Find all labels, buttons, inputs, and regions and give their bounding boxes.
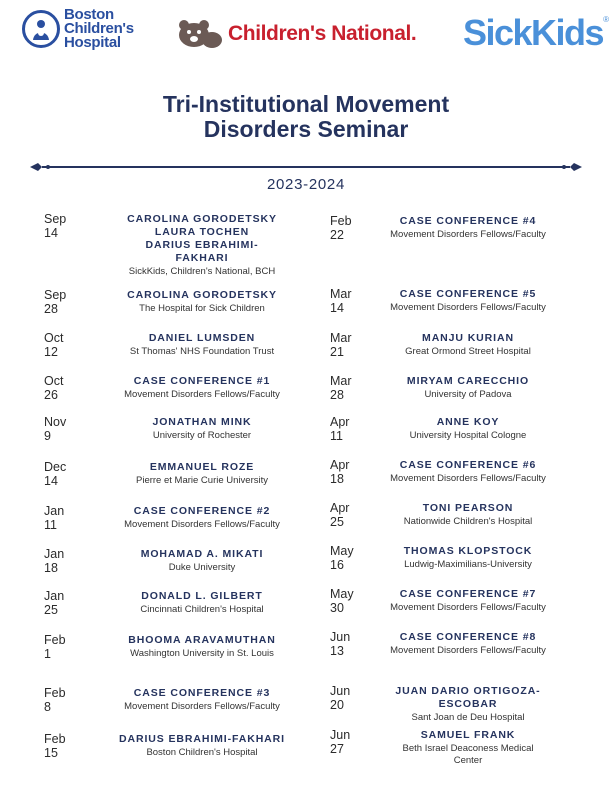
entry-date: May 16 (330, 544, 354, 572)
institution-line: St Thomas' NHS Foundation Trust (129, 346, 275, 357)
speaker-name-line: CAROLINA GORODETSKY (127, 213, 277, 225)
entry-speaker (102, 687, 302, 700)
entry-institution (358, 229, 578, 241)
speaker-name-line: DANIEL LUMSDEN (148, 332, 256, 344)
entry-speaker (368, 631, 568, 644)
entry-date: Nov 9 (44, 415, 67, 443)
speaker-name-line: MANJU KURIAN (422, 332, 514, 344)
institution-line: Ludwig-Maximilians-University (404, 559, 532, 570)
entry-institution (358, 645, 578, 657)
entry-institution (358, 302, 578, 314)
institution-line: Center (453, 755, 483, 766)
entry-date: Feb 22 (330, 214, 352, 242)
speaker-name-line: CAROLINA GORODETSKY (127, 289, 277, 301)
childrens-national-logo (174, 18, 416, 50)
title-line: Tri-Institutional Movement (162, 91, 450, 117)
institution-line: Movement Disorders Fellows/Faculty (390, 602, 546, 613)
boston-childrens-logo (22, 8, 134, 50)
entry-speaker (368, 685, 568, 711)
speaker-name-line: JONATHAN MINK (152, 416, 252, 428)
institution-line: Sant Joan de Deu Hospital (411, 712, 525, 723)
entry-speaker (368, 588, 568, 601)
speaker-name-line: ESCOBAR (438, 698, 498, 710)
institution-line: The Hospital for Sick Children (139, 303, 265, 314)
page-title (0, 92, 612, 142)
entry-date: Dec 14 (44, 460, 67, 488)
entry-speaker (368, 459, 568, 472)
entry-institution (92, 562, 312, 574)
entry-speaker (102, 505, 302, 518)
entry-date: Jan 18 (44, 547, 65, 575)
institution-line: Washington University in St. Louis (130, 648, 274, 659)
speaker-name-line: CASE CONFERENCE #2 (133, 505, 271, 517)
entry-speaker (102, 332, 302, 345)
institution-line: Movement Disorders Fellows/Faculty (390, 302, 546, 313)
childrens-national-wordmark: Children's National. (228, 22, 417, 45)
teddy-bear-icon (174, 18, 224, 50)
registered-mark: ® (603, 14, 609, 24)
speaker-name-line: CASE CONFERENCE #4 (399, 215, 537, 227)
speaker-name-line: MOHAMAD A. MIKATI (140, 548, 264, 560)
entry-speaker (368, 288, 568, 301)
institution-line: Nationwide Children's Hospital (403, 516, 533, 527)
entry-speaker (102, 634, 302, 647)
institution-line: Beth Israel Deaconess Medical (402, 743, 534, 754)
entry-speaker (368, 729, 568, 742)
institution-line: University of Padova (424, 389, 512, 400)
entry-institution (92, 701, 312, 713)
speaker-name-line: ANNE KOY (436, 416, 500, 428)
institution-line: University Hospital Cologne (409, 430, 527, 441)
entry-institution (358, 430, 578, 442)
entry-date: Jun 13 (330, 630, 351, 658)
speaker-name-line: DONALD L. GILBERT (141, 590, 263, 602)
entry-date: Apr 25 (330, 501, 350, 529)
speaker-name-line: CASE CONFERENCE #8 (399, 631, 537, 643)
entry-institution (358, 743, 578, 767)
entry-institution (358, 712, 578, 724)
logo-bar (0, 0, 612, 70)
speaker-name-line: LAURA TOCHEN (154, 226, 250, 238)
entry-institution (358, 389, 578, 401)
sickkids-logo (463, 12, 609, 54)
institution-line: Duke University (168, 562, 236, 573)
entry-speaker (102, 548, 302, 561)
entry-date: Mar 28 (330, 374, 352, 402)
speaker-name-line: DARIUS EBRAHIMI-FAKHARI (119, 733, 285, 745)
entry-speaker (102, 213, 302, 265)
entry-institution (92, 747, 312, 759)
entry-date: Sep 28 (44, 288, 67, 316)
entry-speaker (368, 502, 568, 515)
entry-speaker (368, 545, 568, 558)
entry-date: May 30 (330, 587, 354, 615)
entry-date: Mar 14 (330, 287, 352, 315)
entry-date: Jun 20 (330, 684, 351, 712)
entry-date: Jun 27 (330, 728, 351, 756)
entry-speaker (102, 289, 302, 302)
entry-institution (92, 648, 312, 660)
institution-line: Movement Disorders Fellows/Faculty (124, 389, 280, 400)
entry-date: Jan 11 (44, 504, 65, 532)
entry-speaker (368, 416, 568, 429)
speaker-name-line: THOMAS KLOPSTOCK (403, 545, 533, 557)
entry-institution (358, 346, 578, 358)
entry-institution (358, 473, 578, 485)
entry-date: Sep 14 (44, 212, 67, 240)
entry-speaker (102, 461, 302, 474)
entry-institution (92, 430, 312, 442)
title-line: Disorders Seminar (203, 116, 409, 142)
entry-date: Feb 1 (44, 633, 66, 661)
bch-wordmark: Boston Children's Hospital (64, 6, 134, 51)
speaker-name-line: SAMUEL FRANK (420, 729, 516, 741)
entry-date: Oct 26 (44, 374, 64, 402)
entry-speaker (102, 416, 302, 429)
entry-institution (358, 559, 578, 571)
entry-institution (358, 602, 578, 614)
institution-line: University of Rochester (152, 430, 252, 441)
entry-speaker (102, 375, 302, 388)
institution-line: Movement Disorders Fellows/Faculty (390, 645, 546, 656)
speaker-name-line: TONI PEARSON (422, 502, 514, 514)
entry-institution (92, 389, 312, 401)
season-year: 2023-2024 (266, 176, 346, 193)
institution-line: Movement Disorders Fellows/Faculty (124, 701, 280, 712)
speaker-name-line: EMMANUEL ROZE (149, 461, 255, 473)
entry-speaker (102, 590, 302, 603)
speaker-name-line: BHOOMA ARAVAMUTHAN (128, 634, 276, 646)
institution-line: Movement Disorders Fellows/Faculty (390, 473, 546, 484)
entry-date: Feb 15 (44, 732, 66, 760)
entry-institution (92, 266, 312, 278)
speaker-name-line: CASE CONFERENCE #5 (399, 288, 537, 300)
entry-speaker (368, 332, 568, 345)
institution-line: Movement Disorders Fellows/Faculty (124, 519, 280, 530)
entry-institution (92, 346, 312, 358)
speaker-name-line: CASE CONFERENCE #7 (399, 588, 537, 600)
entry-speaker (368, 375, 568, 388)
ornamental-divider (28, 157, 584, 177)
entry-institution (358, 516, 578, 528)
sickkids-wordmark: SickKids (463, 12, 604, 53)
speaker-name-line: CASE CONFERENCE #1 (133, 375, 271, 387)
bch-seal-icon (22, 10, 60, 48)
entry-date: Apr 18 (330, 458, 350, 486)
entry-institution (92, 604, 312, 616)
institution-line: Boston Children's Hospital (146, 747, 258, 758)
speaker-name-line: CASE CONFERENCE #6 (399, 459, 537, 471)
entry-speaker (102, 733, 302, 746)
speaker-name-line: FAKHARI (175, 252, 229, 264)
entry-institution (92, 303, 312, 315)
speaker-name-line: CASE CONFERENCE #3 (133, 687, 271, 699)
speaker-name-line: DARIUS EBRAHIMI- (145, 239, 259, 251)
entry-speaker (368, 215, 568, 228)
institution-line: Movement Disorders Fellows/Faculty (390, 229, 546, 240)
entry-date: Jan 25 (44, 589, 65, 617)
institution-line: SickKids, Children's National, BCH (128, 266, 276, 277)
entry-date: Feb 8 (44, 686, 66, 714)
institution-line: Pierre et Marie Curie University (136, 475, 268, 486)
speaker-name-line: JUAN DARIO ORTIGOZA- (395, 685, 541, 697)
entry-date: Oct 12 (44, 331, 64, 359)
institution-line: Great Ormond Street Hospital (405, 346, 531, 357)
entry-institution (92, 475, 312, 487)
institution-line: Cincinnati Children's Hospital (140, 604, 264, 615)
entry-date: Mar 21 (330, 331, 352, 359)
speaker-name-line: MIRYAM CARECCHIO (406, 375, 530, 387)
entry-date: Apr 11 (330, 415, 350, 443)
entry-institution (92, 519, 312, 531)
